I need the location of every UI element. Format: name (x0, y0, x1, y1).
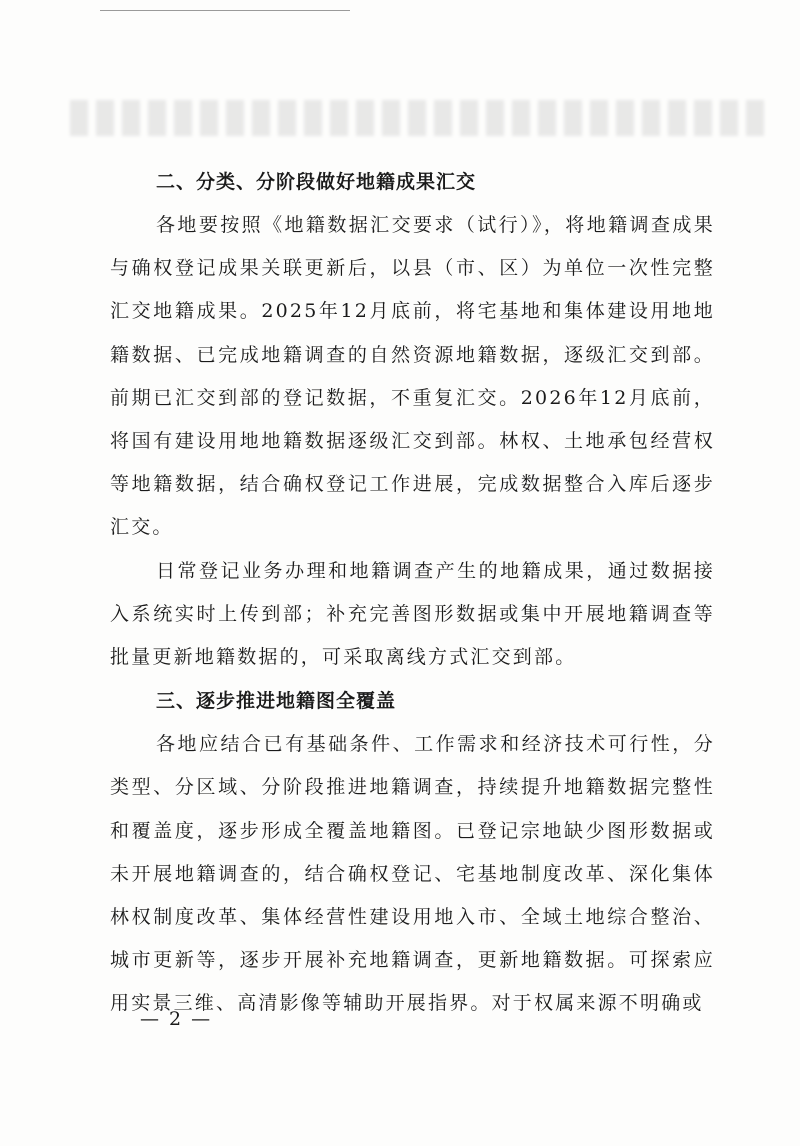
section-2-heading: 二、分类、分阶段做好地籍成果汇交 (156, 171, 477, 193)
document-body (110, 160, 715, 1026)
section-2-paragraph-2: 日常登记业务办理和地籍调查产生的地籍成果，通过数据接入系统实时上传到部；补充完善图形数据或集中开展地籍调查等批量更新地籍数据的，可采取离线方式汇交到部。 (110, 559, 715, 669)
section-3-heading: 三、逐步推进地籍图全覆盖 (156, 690, 397, 713)
scan-bleed-through (70, 100, 770, 136)
section-3-paragraph-1: 各地应结合已有基础条件、工作需求和经济技术可行性，分类型、分区域、分阶段推进地籍调查，持续提升地籍数据完整性和覆盖度，逐步形成全覆盖地籍图。已登记宗地缺少图形数据或未开展地籍调查的，结合确权登记、宅基地制度改革、深化集体林权制度改革、集体经营性建设用地入市、全域土地综合整治、城市更新等，逐步开展补充地籍调查，更新地籍数据。可探索应用实景三维、高清影像等辅助开展指界。对于权属来源不明确或 (110, 733, 715, 1015)
scan-top-rule (100, 10, 350, 11)
section-2-paragraph-1: 各地要按照《地籍数据汇交要求（试行）》，将地籍调查成果与确权登记成果关联更新后，以县（市、区）为单位一次性完整汇交地籍成果。2025年12月底前，将宅基地和集体建设用地地籍数据、已完成地籍调查的自然资源地籍数据，逐级汇交到部。前期已汇交到部的登记数据，不重复汇交。2026年12月底前，将国有建设用地地籍数据逐级汇交到部。林权、土地承包经营权等地籍数据，结合确权登记工作进展，完成数据整合入库后逐步汇交。 (110, 214, 715, 539)
page-number: — 2 — (140, 1008, 213, 1030)
